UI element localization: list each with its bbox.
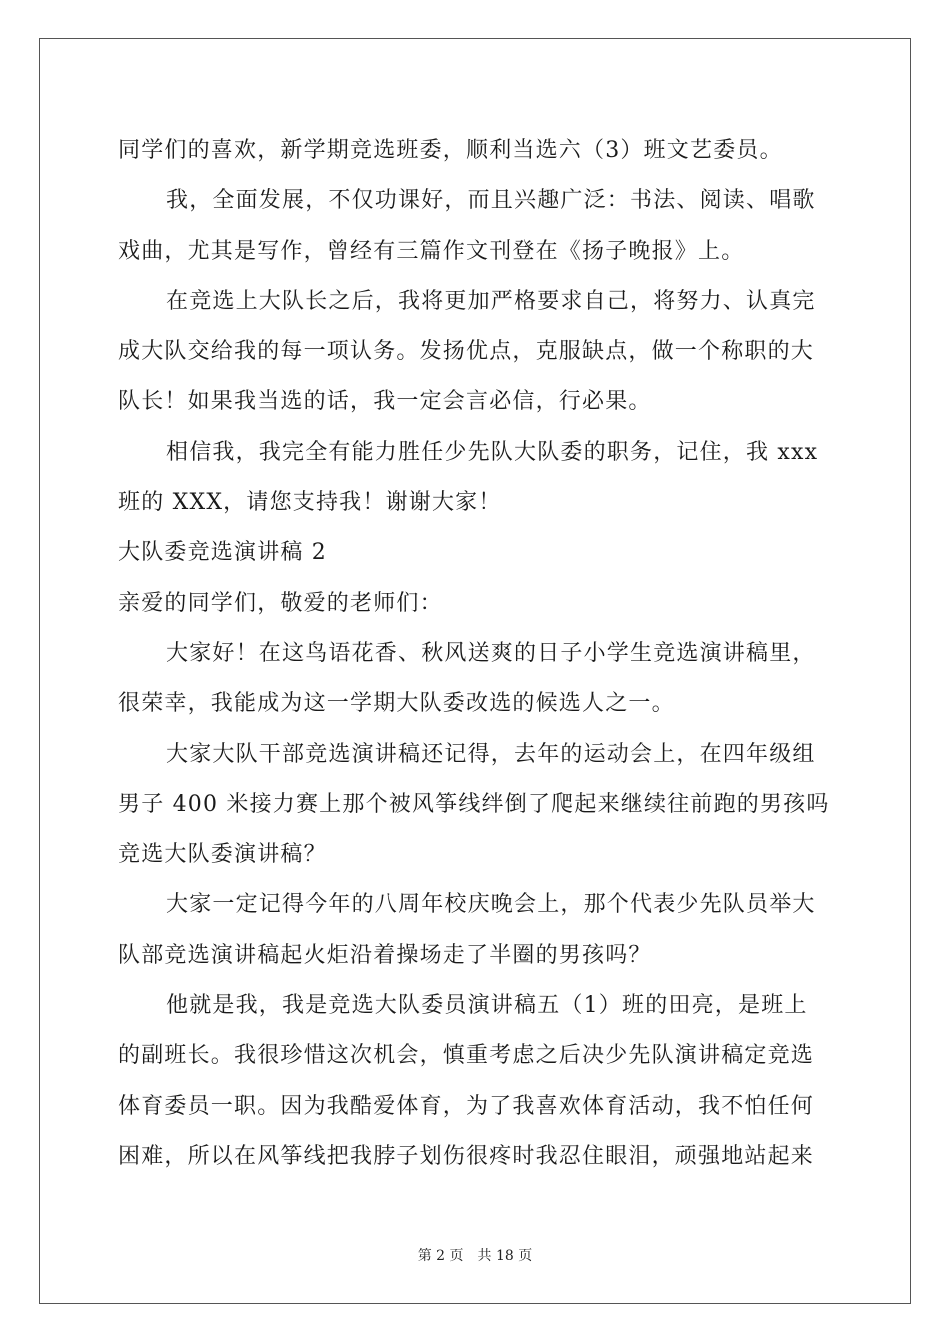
text-line: 他就是我，我是竞选大队委员演讲稿五（1）班的田亮，是班上: [166, 993, 808, 1019]
text-line: 相信我，我完全有能力胜任少先队大队委的职务，记住，我 xxx: [166, 439, 819, 465]
text-line: 困难，所以在风筝线把我脖子划伤很疼时我忍住眼泪，顽强地站起来: [118, 1143, 815, 1169]
text-line: 成大队交给我的每一项认务。发扬优点，克服缺点，做一个称职的大: [118, 339, 815, 365]
section-heading: 大队委竞选演讲稿 2: [118, 540, 327, 566]
page-footer: [0, 1245, 950, 1265]
text-line: 队长！如果我当选的话，我一定会言必信，行必果。: [118, 389, 652, 415]
text-line: 戏曲，尤其是写作，曾经有三篇作文刊登在《扬子晚报》上。: [118, 238, 745, 264]
document-body: [118, 126, 838, 1182]
text-line: 体育委员一职。因为我酷爱体育，为了我喜欢体育活动，我不怕任何: [118, 1093, 815, 1119]
text-line: 我，全面发展，不仅功课好，而且兴趣广泛：书法、阅读、唱歌: [166, 188, 816, 214]
text-line: 大家大队干部竞选演讲稿还记得，去年的运动会上，在四年级组: [166, 741, 816, 767]
text-line: 大家一定记得今年的八周年校庆晚会上，那个代表少先队员举大: [166, 892, 816, 918]
page-number: 第 2 页: [417, 1248, 464, 1264]
text-line: 在竞选上大队长之后，我将更加严格要求自己，将努力、认真完: [166, 288, 816, 314]
page-total: 共 18 页: [477, 1248, 533, 1264]
text-line: 队部竞选演讲稿起火炬沿着操场走了半圈的男孩吗？: [118, 942, 652, 968]
text-line: 很荣幸，我能成为这一学期大队委改选的候选人之一。: [118, 691, 675, 717]
text-line: 同学们的喜欢，新学期竞选班委，顺利当选六（3）班文艺委员。: [118, 138, 783, 163]
text-line: 的副班长。我很珍惜这次机会，慎重考虑之后决少先队演讲稿定竞选: [118, 1043, 815, 1069]
text-line: 竞选大队委演讲稿？: [118, 842, 327, 868]
text-line: 班的 XXX，请您支持我！谢谢大家！: [118, 490, 502, 516]
text-line: 大家好！在这鸟语花香、秋风送爽的日子小学生竞选演讲稿里，: [166, 640, 816, 666]
text-line: 男子 400 米接力赛上那个被风筝线绊倒了爬起来继续往前跑的男孩吗: [118, 791, 830, 817]
salutation: 亲爱的同学们，敬爱的老师们：: [118, 590, 443, 616]
